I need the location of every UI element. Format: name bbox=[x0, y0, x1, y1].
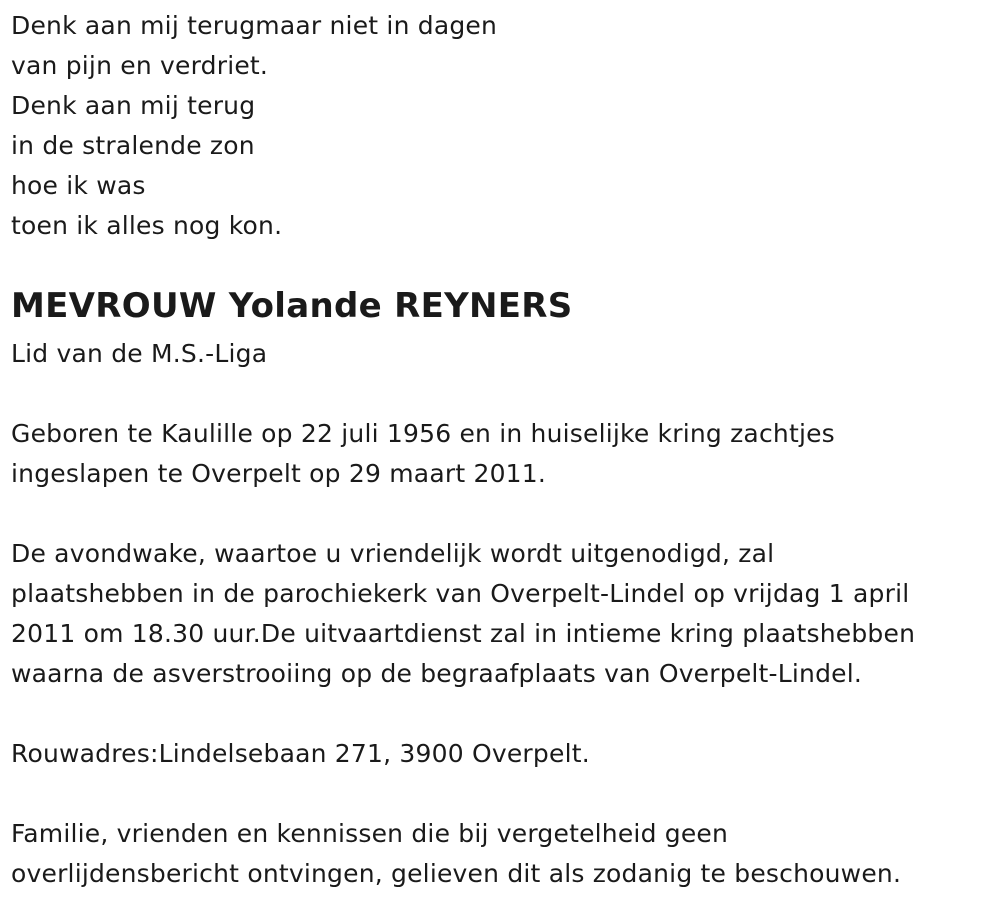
deceased-name: MEVROUW Yolande REYNERS bbox=[11, 286, 573, 326]
poem-line: hoe ik was bbox=[11, 171, 146, 200]
paragraph-line: plaatshebben in de parochiekerk van Overpelt-Lindel op vrijdag 1 april bbox=[11, 579, 910, 608]
family-paragraph bbox=[11, 814, 986, 894]
poem-line: toen ik alles nog kon. bbox=[11, 211, 283, 240]
poem-line: in de stralende zon bbox=[11, 131, 255, 160]
poem-line: van pijn en verdriet. bbox=[11, 51, 269, 80]
paragraph-line: 2011 om 18.30 uur.De uitvaartdienst zal in intieme kring plaatshebben bbox=[11, 619, 916, 648]
membership-subtitle bbox=[11, 334, 986, 374]
poem bbox=[11, 6, 497, 246]
paragraph-line: ingeslapen te Overpelt op 29 maart 2011. bbox=[11, 459, 547, 488]
birth-paragraph bbox=[11, 414, 986, 494]
paragraph-line: Familie, vrienden en kennissen die bij vergetelheid geen bbox=[11, 819, 729, 848]
paragraph-line: De avondwake, waartoe u vriendelijk wordt uitgenodigd, zal bbox=[11, 539, 775, 568]
ceremony-paragraph bbox=[11, 534, 986, 694]
address-paragraph bbox=[11, 734, 986, 774]
paragraph-line: overlijdensbericht ontvingen, gelieven dit als zodanig te beschouwen. bbox=[11, 859, 902, 888]
poem-line: Denk aan mij terug bbox=[11, 91, 256, 120]
subtitle-line: Lid van de M.S.-Liga bbox=[11, 339, 268, 368]
poem-line: Denk aan mij terugmaar niet in dagen bbox=[11, 11, 498, 40]
paragraph-line: waarna de asverstrooiing op de begraafplaats van Overpelt-Lindel. bbox=[11, 659, 863, 688]
paragraph-line: Geboren te Kaulille op 22 juli 1956 en in huiselijke kring zachtjes bbox=[11, 419, 835, 448]
paragraph-line: Rouwadres:Lindelsebaan 271, 3900 Overpelt. bbox=[11, 739, 590, 768]
